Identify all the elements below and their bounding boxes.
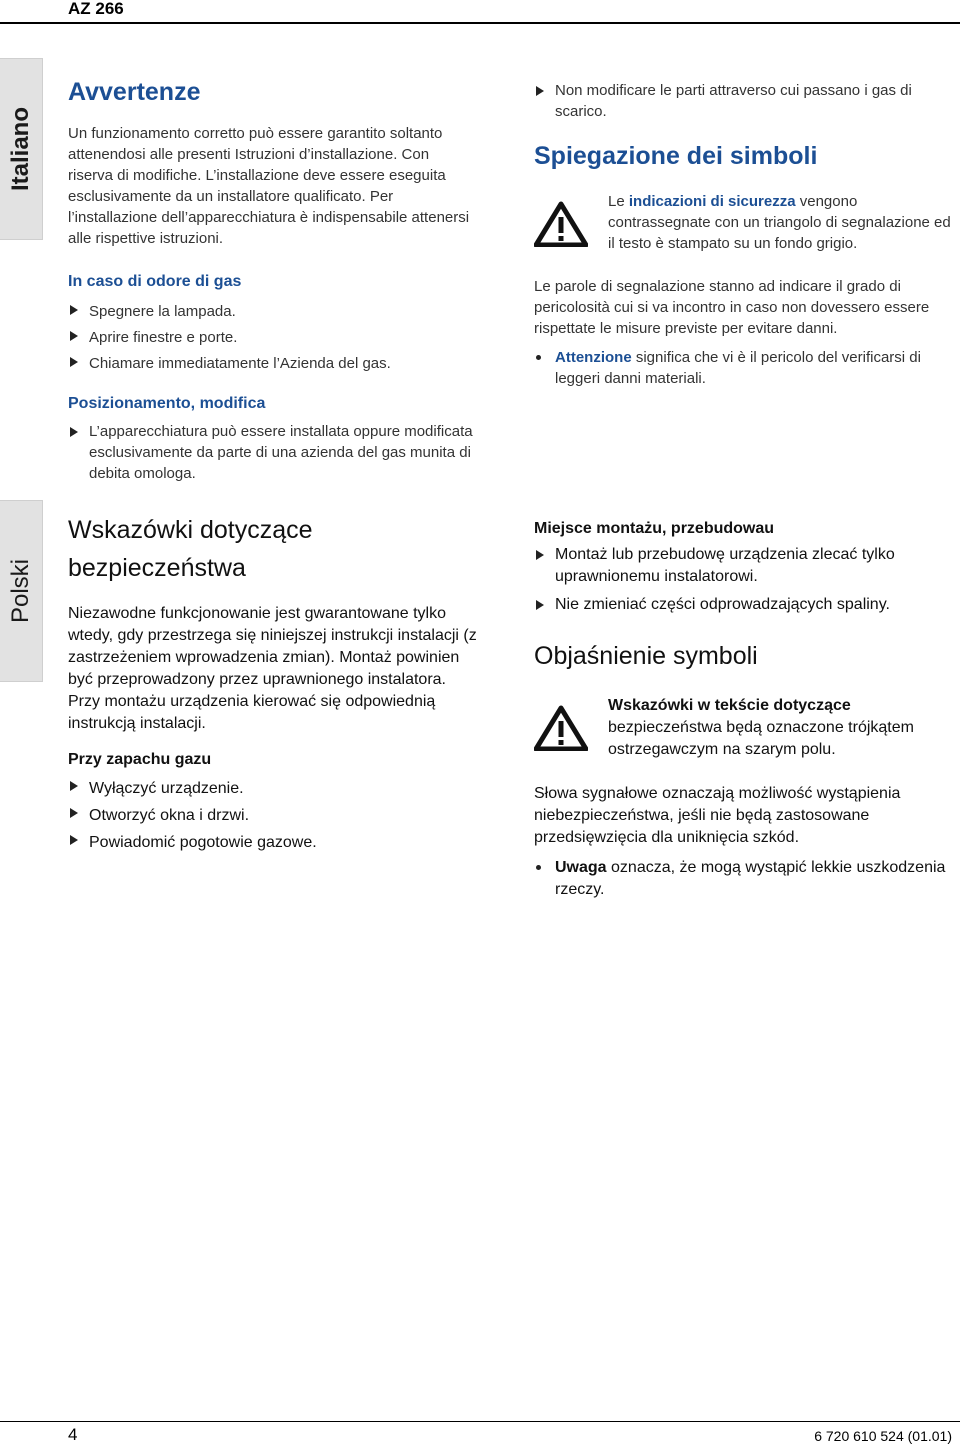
polish-right-column	[534, 520, 954, 901]
install-step-item: L’apparecchiatura può essere installata oppure modificata esclusivamente da parte di una azienda del gas munita di debita omologa.	[68, 421, 478, 484]
gas-step-item: Otworzyć okna i drzwi.	[68, 802, 478, 829]
safety-note-prefix: Le	[608, 192, 629, 210]
gas-step-item: Aprire finestre e porte.	[68, 325, 478, 351]
section-title-line: bezpieczeństwa	[68, 553, 246, 582]
safety-note-text	[608, 191, 954, 254]
safety-note	[534, 191, 954, 254]
gas-step-item: Powiadomić pogotowie gazowe.	[68, 829, 478, 856]
safety-note-keyword: indicazioni di sicurezza	[628, 192, 796, 210]
gas-heading: Przy zapachu gazu	[68, 751, 212, 768]
signal-word-list	[534, 347, 954, 389]
header-rule	[0, 22, 960, 24]
install-step-item: Nie zmieniać części odprowadzających spaliny.	[534, 594, 954, 616]
signal-word-item	[534, 857, 954, 901]
language-tab-polish	[0, 500, 43, 682]
install-step-list	[534, 544, 954, 616]
symbols-title: Spiegazione dei simboli	[534, 142, 818, 170]
intro-paragraph: Niezawodne funkcjonowanie jest gwarantowane tylko wtedy, gdy przestrzega się niniejszej instrukcji instalacji (z zastrzeżeniem wprowadzenia zmian). Montaż powinien być przeprowadzony przez uprawnionego instalatora. Przy montażu urządzenia kierować się odpowiednią instrukcją instalacji.	[68, 605, 477, 732]
signal-word-meaning: significa che vi è il pericolo del verificarsi di leggeri danni materiali.	[555, 348, 921, 387]
language-tab-label: Polski	[7, 558, 34, 624]
safety-note-body: bezpieczeństwa będą oznaczone trójkątem ostrzegawczym na szarym polu.	[608, 718, 914, 758]
italian-left-column	[68, 76, 478, 484]
signal-word: Attenzione	[555, 348, 632, 366]
install-heading: Posizionamento, modifica	[68, 394, 266, 412]
signal-words-paragraph: Słowa sygnałowe oznaczają możliwość wystąpienia niebezpieczeństwa, jeśli nie będą zastosowane przedsięwzięcia dla uniknięcia szkód.	[534, 784, 901, 846]
warning-triangle-icon	[534, 705, 588, 751]
document-title: AZ 266	[68, 0, 124, 18]
gas-step-list	[68, 775, 478, 856]
signal-word-list	[534, 857, 954, 901]
install-heading: Miejsce montażu, przebudowau	[534, 520, 775, 537]
symbols-title: Objaśnienie symboli	[534, 642, 758, 670]
section-title: Avvertenze	[68, 78, 201, 106]
polish-left-column	[68, 512, 478, 856]
install-step-list	[68, 421, 478, 484]
gas-step-list	[68, 299, 478, 377]
signal-word-item	[534, 347, 954, 389]
exhaust-step-item: Non modificare le parti attraverso cui passano i gas di scarico.	[534, 80, 954, 122]
section-title-line: Wskazówki dotyczące	[68, 516, 313, 544]
document-code: 6 720 610 524 (01.01)	[814, 1428, 952, 1444]
signal-words-paragraph: Le parole di segnalazione stanno ad indicare il grado di pericolosità cui si va incontro in caso non dovessero essere rispettate le misure previste per evitare danni.	[534, 277, 930, 337]
language-tab-italian	[0, 58, 43, 240]
section-title	[68, 512, 478, 587]
safety-note-body: vengono contrassegnate con un triangolo di segnalazione ed il testo è stampato su un fondo grigio.	[608, 192, 951, 252]
safety-note-keyword: Wskazówki w tekście dotyczące	[608, 696, 851, 714]
footer-rule	[0, 1421, 960, 1422]
language-tab-label: Italiano	[7, 106, 34, 192]
warning-triangle-icon	[534, 201, 588, 247]
safety-note	[534, 695, 954, 761]
gas-step-item: Chiamare immediatamente l’Azienda del gas.	[68, 351, 478, 377]
gas-heading: In caso di odore di gas	[68, 272, 242, 290]
signal-word: Uwaga	[555, 858, 607, 876]
install-step-item: Montaż lub przebudowę urządzenia zlecać tylko uprawnionemu instalatorowi.	[534, 544, 954, 588]
exhaust-step-list	[534, 80, 954, 122]
page-number: 4	[68, 1425, 78, 1444]
gas-step-item: Wyłączyć urządzenie.	[68, 775, 478, 802]
intro-paragraph: Un funzionamento corretto può essere garantito soltanto attenendosi alle presenti Istruzioni d’installazione. Con riserva di modifiche. L’installazione deve essere eseguita esclusivamente da un installatore qualificato. Per l’installazione dell’apparecchiatura è indispensabile attenersi alle rispettive istruzioni.	[68, 124, 470, 247]
gas-step-item: Spegnere la lampada.	[68, 299, 478, 325]
safety-note-text	[608, 695, 954, 761]
italian-right-column	[534, 80, 954, 389]
signal-word-meaning: oznacza, że mogą wystąpić lekkie uszkodzenia rzeczy.	[555, 858, 946, 898]
